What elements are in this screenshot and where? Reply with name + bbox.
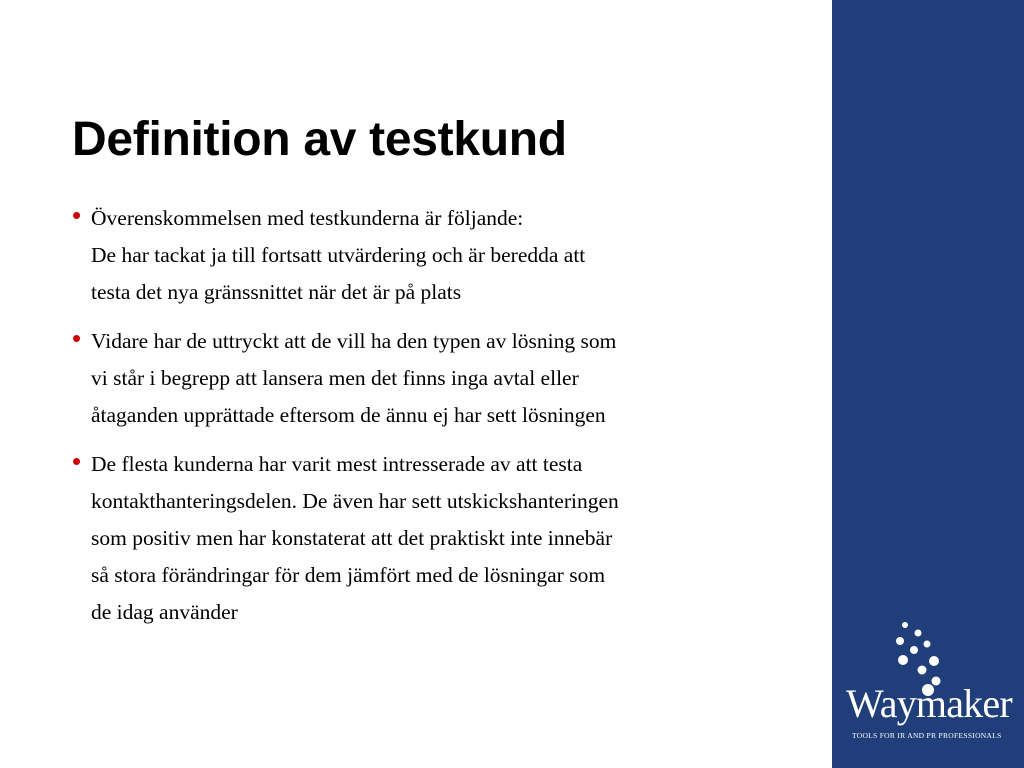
- slide-title: Definition av testkund: [72, 113, 567, 166]
- bullet-list: [72, 200, 752, 643]
- bullet-marker: •: [72, 200, 82, 230]
- bullet-text-line: åtaganden upprättade eftersom de ännu ej har sett lösningen: [91, 403, 606, 427]
- bullet-text-line: testa det nya gränssnittet när det är på plats: [91, 280, 462, 304]
- bullet-item: [72, 200, 752, 311]
- bullet-text-line: så stora förändringar för dem jämfört med de lösningar som: [91, 563, 606, 587]
- bullet-item: [72, 323, 752, 434]
- bullet-text-line: som positiv men har konstaterat att det praktiskt inte innebär: [91, 526, 613, 550]
- bullet-text-line: De flesta kunderna har varit mest intresserade av att testa: [91, 452, 583, 476]
- waymaker-logo: Waymaker: [846, 681, 1012, 726]
- bullet-text-line: kontakthanteringsdelen. De även har sett utskickshanteringen: [91, 489, 619, 513]
- bullet-text-line: vi står i begrepp att lansera men det finns inga avtal eller: [91, 366, 579, 390]
- brand-sidebar: [832, 0, 1024, 768]
- bullet-text-line: De har tackat ja till fortsatt utvärdering och är beredda att: [91, 243, 586, 267]
- bullet-marker: •: [72, 446, 82, 476]
- bullet-marker: •: [72, 323, 82, 353]
- bullet-text-line: Överenskommelsen med testkunderna är följande:: [91, 206, 524, 230]
- waymaker-dots-icon: [832, 0, 1024, 768]
- brand-tagline: TOOLS FOR IR AND PR PROFESSIONALS: [852, 731, 1002, 740]
- bullet-text-line: Vidare har de uttryckt att de vill ha den typen av lösning som: [91, 329, 617, 353]
- bullet-item: [72, 446, 752, 631]
- bullet-text-line: de idag använder: [91, 600, 238, 624]
